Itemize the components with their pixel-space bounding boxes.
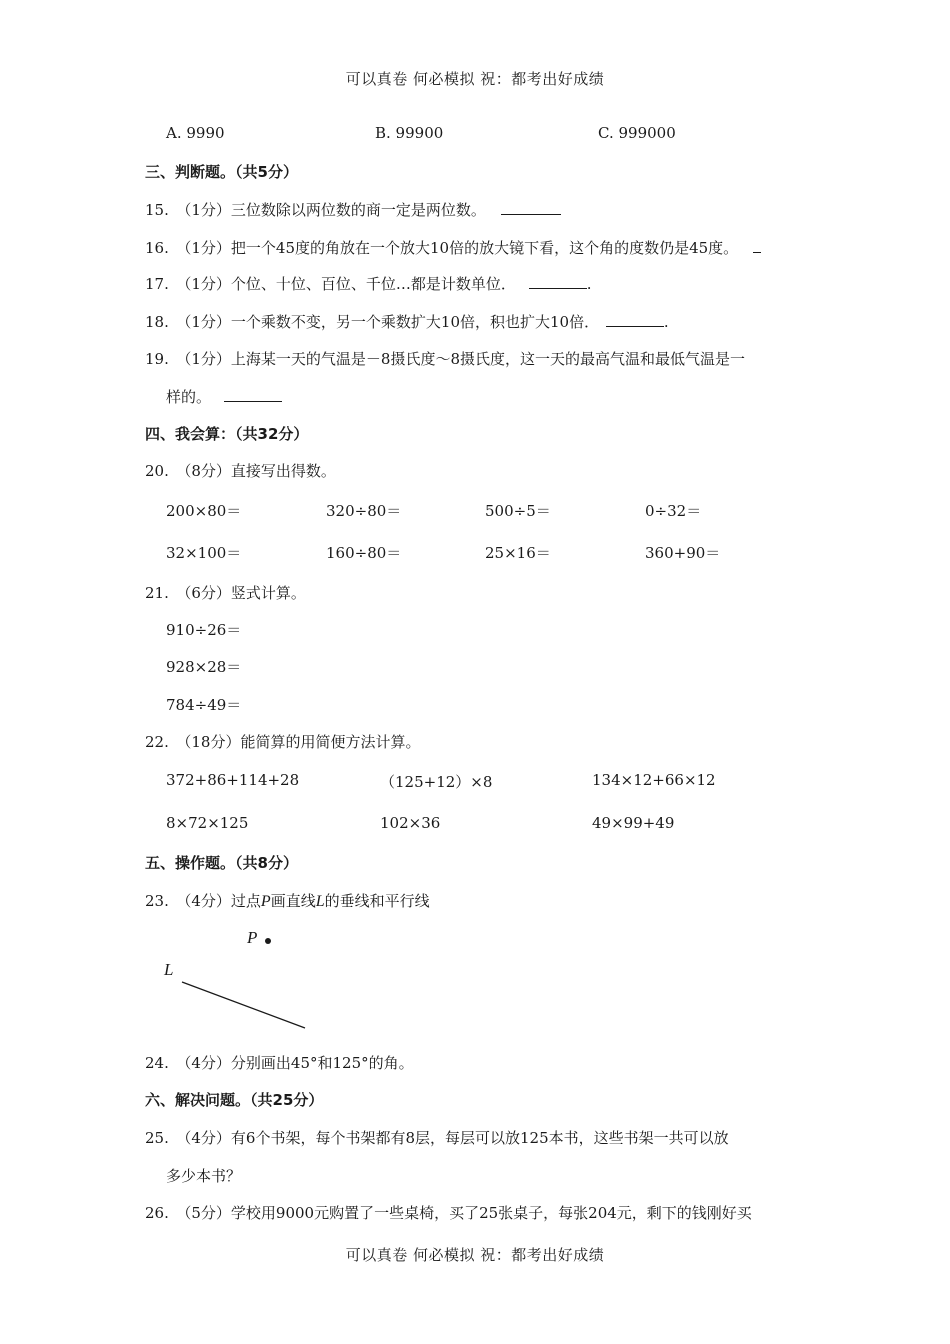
question-16-text: 16. （1分）把一个45度的角放在一个放大10倍的放大镜下看，这个角的度数仍是45度。 [145, 239, 739, 257]
calc-item: 320÷80＝ [326, 502, 402, 520]
section-title-operation: 五、操作题。（共8分） [145, 854, 298, 872]
question-23-mid: 画直线 [270, 892, 316, 910]
question-23-prefix: 23. （4分）过点 [145, 892, 261, 910]
simplify-item: 8×72×125 [166, 814, 249, 832]
point-p-ref: P [260, 893, 271, 910]
question-25-line2: 多少本书？ [166, 1167, 242, 1185]
calc-item: 500÷5＝ [485, 502, 551, 520]
calc-item: 200×80＝ [166, 502, 242, 520]
page-header: 可以真卷 何必模拟 祝：都考出好成绩 [345, 70, 605, 88]
question-15-text: 15. （1分）三位数除以两位数的商一定是两位数。 [145, 201, 486, 219]
simplify-item: 102×36 [380, 814, 441, 832]
calc-item: 360+90＝ [645, 544, 721, 562]
point-p-dot [265, 938, 271, 944]
section-title-calculation: 四、我会算：（共32分） [145, 425, 309, 443]
simplify-item: （125+12）×8 [380, 773, 493, 791]
period-17: . [586, 275, 592, 293]
question-22: 22. （18分）能简算的用简便方法计算。 [145, 733, 421, 751]
calc-item: 0÷32＝ [645, 502, 702, 520]
line-l-ref: L [315, 893, 325, 910]
figure-label-p: P [247, 928, 258, 947]
question-18-text: 18. （1分）一个乘数不变，另一个乘数扩大10倍，积也扩大10倍． [145, 313, 600, 331]
question-19-text: 样的。 [166, 388, 212, 406]
simplify-item: 49×99+49 [592, 814, 675, 832]
calc-item: 160÷80＝ [326, 544, 402, 562]
simplify-item: 372+86+114+28 [166, 771, 300, 789]
question-17-text: 17. （1分）个位、十位、百位、千位…都是计数单位． [145, 275, 516, 293]
vertical-calc-item: 784÷49＝ [166, 696, 242, 714]
figure-label-l: L [164, 960, 174, 979]
question-24: 24. （4分）分别画出45°和125°的角。 [145, 1054, 414, 1072]
simplify-item: 134×12+66×12 [592, 771, 716, 789]
calc-item: 25×16＝ [485, 544, 551, 562]
option-c: C. 999000 [598, 124, 676, 142]
option-b: B. 99900 [375, 124, 444, 142]
section-title-problems: 六、解决问题。（共25分） [145, 1091, 324, 1109]
period-18: . [663, 313, 669, 331]
vertical-calc-item: 928×28＝ [166, 658, 242, 676]
section-title-judgement: 三、判断题。（共5分） [145, 163, 298, 181]
question-25-line1: 25. （4分）有6个书架，每个书架都有8层，每层可以放125本书，这些书架一共可以放 [145, 1129, 729, 1147]
question-19-line1: 19. （1分）上海某一天的气温是－8摄氏度～8摄氏度，这一天的最高气温和最低气温是一 [145, 350, 745, 368]
line-l [182, 982, 305, 1028]
question-21: 21. （6分）竖式计算。 [145, 584, 306, 602]
question-20: 20. （8分）直接写出得数。 [145, 462, 336, 480]
page-footer: 可以真卷 何必模拟 祝：都考出好成绩 [345, 1246, 605, 1264]
calc-item: 32×100＝ [166, 544, 242, 562]
vertical-calc-item: 910÷26＝ [166, 621, 242, 639]
question-26-line1: 26. （5分）学校用9000元购置了一些桌椅，买了25张桌子，每张204元，剩下的钱刚好买 [145, 1204, 752, 1222]
option-a: A. 9990 [166, 124, 225, 142]
question-23-suffix: 的垂线和平行线 [324, 892, 430, 910]
